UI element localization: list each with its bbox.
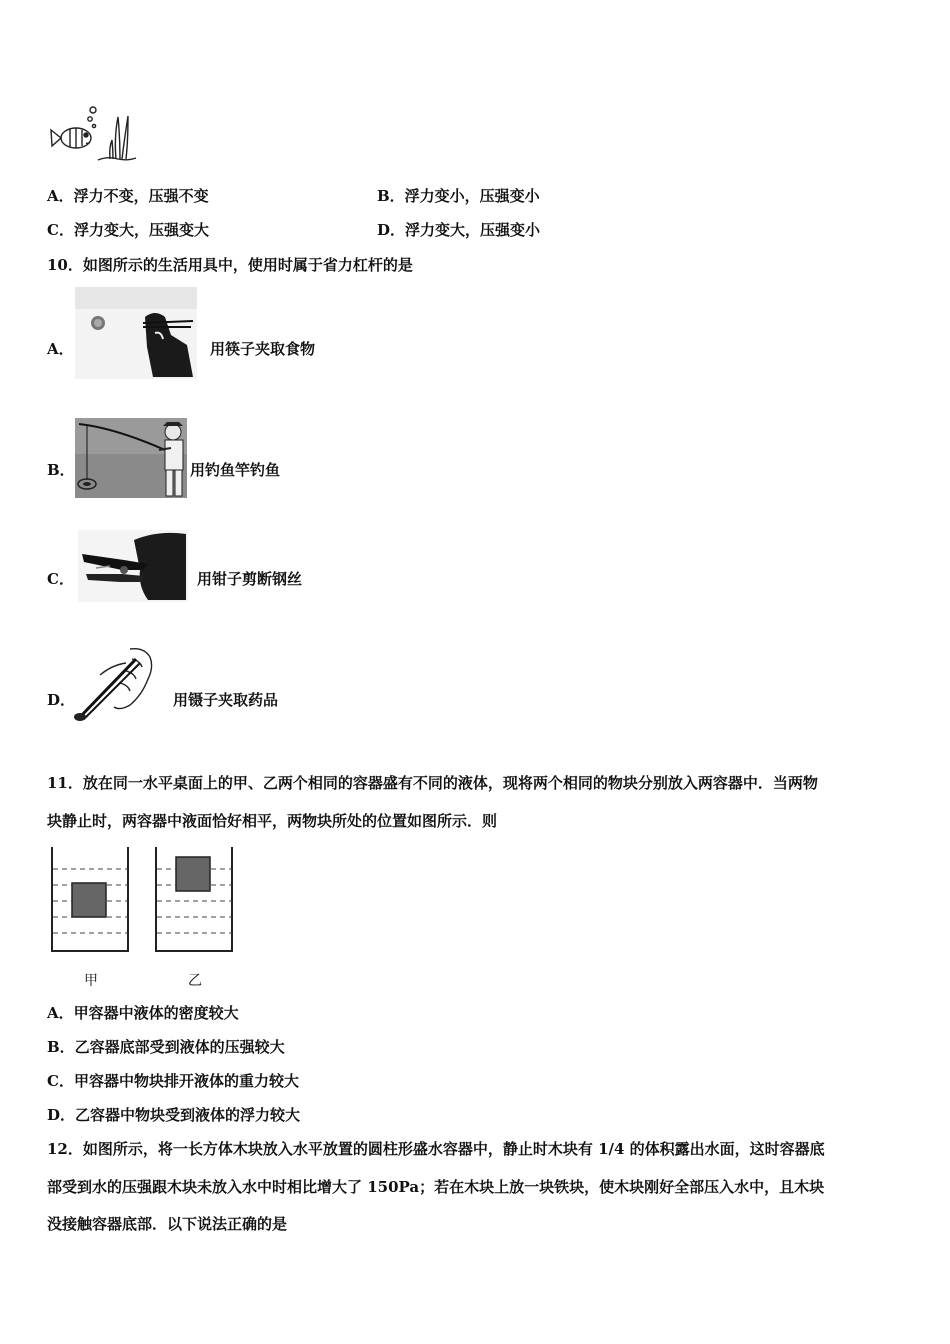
q9-option-d: D．浮力变大，压强变小	[377, 221, 541, 239]
q10-option-a-letter: A．	[47, 340, 74, 358]
q10-option-a-text: 用筷子夹取食物	[210, 340, 316, 358]
q11-stem-line2: 块静止时，两容器中液面恰好相平，两物块所处的位置如图所示．则	[47, 812, 498, 830]
q12-stem-line3: 没接触容器底部．以下说法正确的是	[47, 1215, 288, 1233]
container-right	[156, 847, 232, 951]
q10-option-c-letter: C．	[47, 570, 74, 588]
q10-option-b-text: 用钓鱼竿钓鱼	[190, 461, 281, 479]
chopsticks-figure	[75, 287, 197, 379]
container-left	[52, 847, 128, 951]
pliers-figure	[78, 530, 188, 602]
fishing-rod-figure	[75, 418, 187, 498]
q10-stem: 10．如图所示的生活用具中，使用时属于省力杠杆的是	[47, 256, 413, 274]
containers-figure	[50, 845, 236, 955]
container-label-left: 甲	[84, 973, 98, 989]
q10-option-c-text: 用钳子剪断钢丝	[197, 570, 303, 588]
fish-figure	[48, 102, 140, 164]
q10-option-d-text: 用镊子夹取药品	[173, 691, 279, 709]
q11-option-a: A．甲容器中液体的密度较大	[47, 1004, 239, 1022]
q12-stem-line2: 部受到水的压强跟木块未放入水中时相比增大了 150Pa；若在木块上放一块铁块，使木块刚好全部压入水中，且木块	[47, 1178, 825, 1196]
q11-option-d: D．乙容器中物块受到液体的浮力较大	[47, 1106, 301, 1124]
q11-option-c: C．甲容器中物块排开液体的重力较大	[47, 1072, 299, 1090]
q9-option-a: A．浮力不变，压强不变	[47, 187, 209, 205]
q10-option-d-letter: D．	[47, 691, 76, 709]
q12-stem-line1: 12．如图所示，将一长方体木块放入水平放置的圆柱形盛水容器中，静止时木块有 1/4 的体积露出水面，这时容器底	[47, 1140, 825, 1158]
tweezers-figure	[70, 645, 170, 725]
q9-option-c: C．浮力变大，压强变大	[47, 221, 209, 239]
q11-option-b: B．乙容器底部受到液体的压强较大	[47, 1038, 285, 1056]
q11-stem-line1: 11．放在同一水平桌面上的甲、乙两个相同的容器盛有不同的液体，现将两个相同的物块分别放入两容器中．当两物	[47, 774, 818, 792]
q10-option-b-letter: B．	[47, 461, 75, 479]
q9-option-b: B．浮力变小，压强变小	[377, 187, 540, 205]
container-label-right: 乙	[188, 973, 202, 989]
